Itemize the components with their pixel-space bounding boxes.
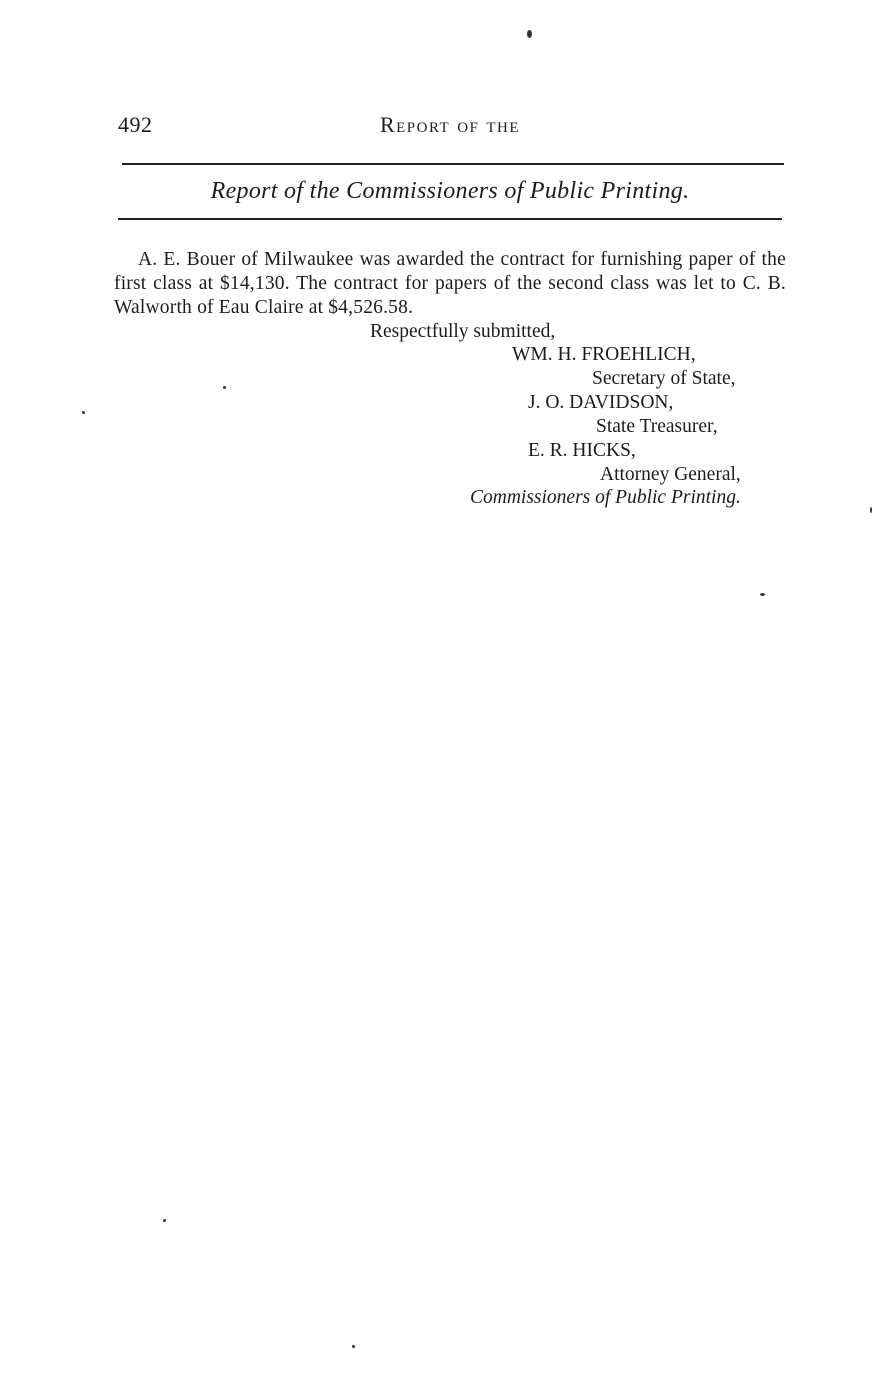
signing-body: Commissioners of Public Printing.	[470, 487, 741, 508]
header-rule-top	[122, 163, 784, 165]
scan-speck	[223, 386, 226, 389]
page-number: 492	[118, 112, 153, 137]
scan-speck	[82, 411, 85, 414]
signatory-name: WM. H. FROEHLICH,	[512, 344, 696, 365]
signatory-title: State Treasurer,	[596, 416, 718, 437]
signatory-title: Attorney General,	[600, 464, 741, 485]
signatory-title: Secretary of State,	[592, 368, 736, 389]
scan-speck	[527, 30, 532, 38]
closing-line: Respectfully submitted,	[370, 321, 556, 342]
report-paragraph: A. E. Bouer of Milwaukee was awarded the contract for furnishing paper of the first class at $14,130. The contract for papers of the second class was let to C. B. Walworth of Eau Claire at $4,526.58.	[114, 249, 786, 318]
section-title: Report of the Commissioners of Public Printing.	[210, 178, 690, 204]
running-head: Report of the	[379, 112, 521, 137]
scan-speck	[760, 593, 765, 596]
header-rule-bottom	[118, 218, 782, 220]
scan-speck	[163, 1219, 166, 1222]
scan-speck	[352, 1345, 355, 1348]
scan-speck	[870, 507, 872, 513]
signatory-name: J. O. DAVIDSON,	[528, 392, 674, 413]
signatory-name: E. R. HICKS,	[528, 440, 636, 461]
